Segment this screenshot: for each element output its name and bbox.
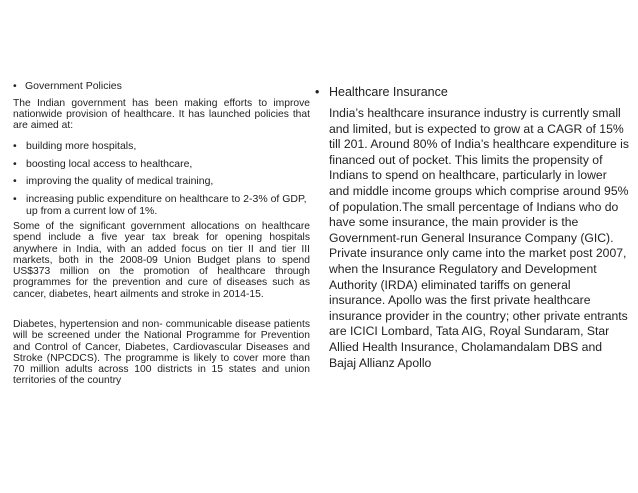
heading-text: Government Policies (25, 80, 122, 92)
healthcare-insurance-heading (315, 84, 448, 100)
bullet-icon: • (13, 140, 17, 152)
bullet-icon: • (315, 85, 320, 99)
bullet-icon: • (13, 175, 17, 187)
allocations-paragraph: Some of the significant government allocations on healthcare spend include a five year tax break for opening hospitals anywhere in India, with an added focus on tier II and tier III markets, both in the 2008-09 Union Budget plans to spend US$373 million on the promotion of healthcare through programmes for the prevention and cure of diseases such as cancer, diabetes, heart ailments and stroke in 2014-15. (13, 221, 310, 300)
list-item: • increasing public expenditure on healthcare to 2-3% of GDP, up from a current low of 1%. (13, 192, 307, 217)
npcdcs-paragraph: Diabetes, hypertension and non- communicable disease patients will be screened under the National Programme for Prevention and Control of Cancer, Diabetes, Cardiovascular Diseases and Stroke (NPCDCS). The programme is likely to cover more than 70 million adults across 100 districts in 15 states and union territories of the country (13, 319, 310, 387)
policy-list (13, 140, 311, 218)
list-item: • boosting local access to healthcare, (13, 157, 193, 170)
list-item: • improving the quality of medical training, (13, 175, 214, 187)
bullet-icon: • (13, 157, 17, 170)
insurance-paragraph: India’s healthcare insurance industry is currently small and limited, but is expected to grow at a CAGR of 15% till 201. Around 80% of India’s healthcare expenditure is financed out of pocket. This limits the propensity of Indians to spend on healthcare, particularly in lower and middle income groups which comprise around 95% of population.The small percentage of Indians who do have some insurance, the main provider is the Government-run General Insurance Company (GIC). Private insurance only came into the market post 2007, when the Insurance Regulatory and Development Authority (IRDA) eliminated tariffs on general insurance. Apollo was the first private healthcare insurance provider in the country; other private entrants are ICICI Lombard, Tata AIG, Royal Sundaram, Star Allied Health Insurance, Cholamandalam DBS and Bajaj Allianz Apollo (329, 106, 629, 370)
list-item: • building more hospitals, (13, 140, 137, 152)
government-policies-heading (13, 80, 122, 93)
bullet-icon: • (13, 192, 17, 205)
heading-text: Healthcare Insurance (329, 85, 448, 99)
bullet-icon: • (13, 80, 17, 92)
intro-paragraph: The Indian government has been making efforts to improve nationwide provision of healthcare. It has launched policies that are aimed at: (13, 98, 310, 132)
